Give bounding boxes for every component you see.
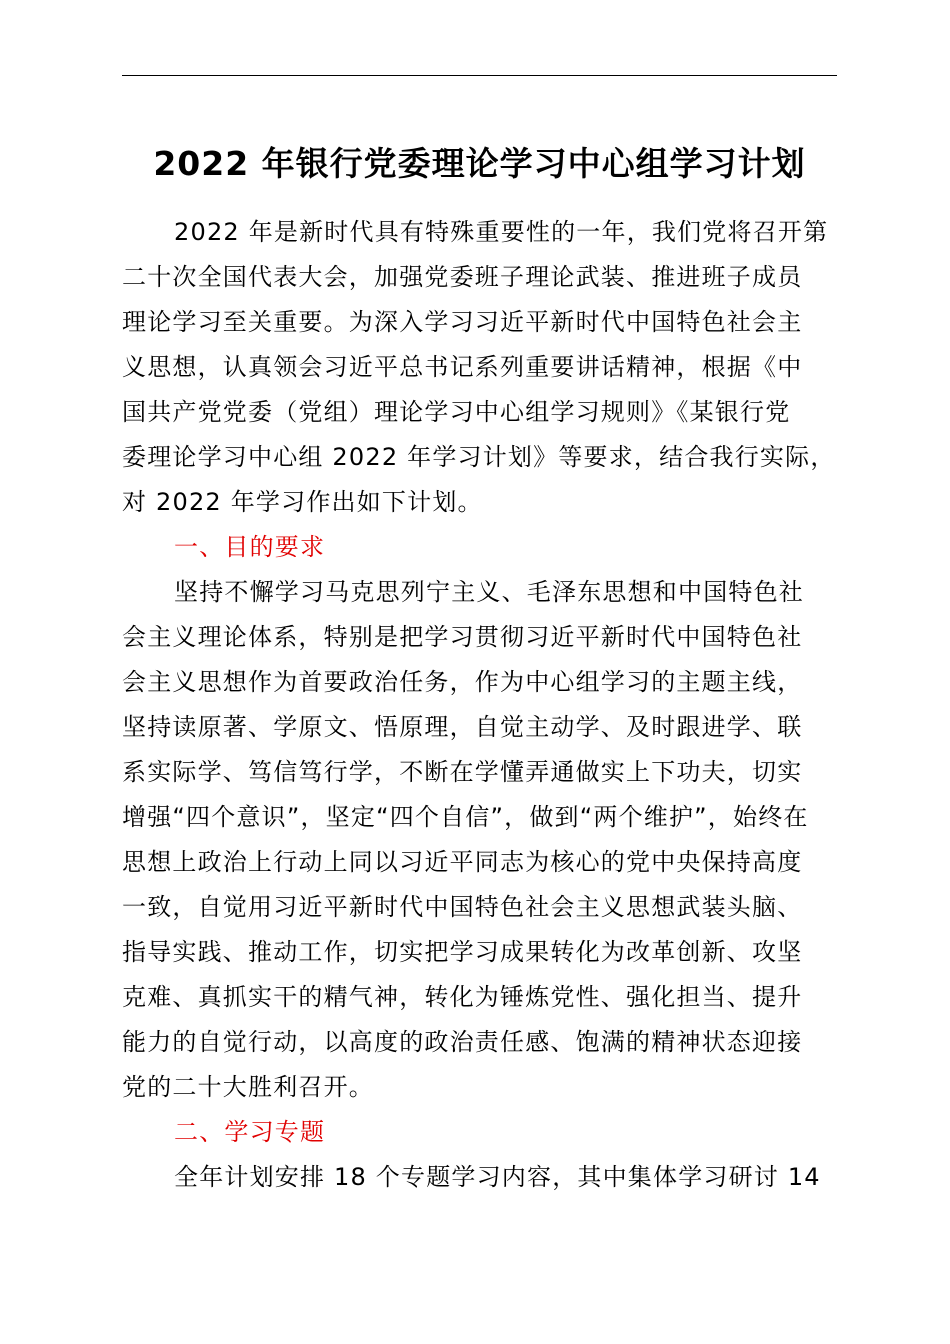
- section-heading-topics: 二、学习专题: [174, 1118, 326, 1146]
- intro-line: 委理论学习中心组 2022 年学习计划》等要求，结合我行实际，: [122, 443, 836, 471]
- document-title: 2022 年银行党委理论学习中心组学习计划: [153, 144, 806, 183]
- section1-line: 增强“四个意识”，坚定“四个自信”，做到“两个维护”，始终在: [122, 803, 809, 831]
- section1-line: 指导实践、推动工作，切实把学习成果转化为改革创新、攻坚: [122, 938, 803, 966]
- section2-line: 全年计划安排 18 个专题学习内容，其中集体学习研讨 14: [174, 1163, 821, 1191]
- section1-line: 一致，自觉用习近平新时代中国特色社会主义思想武装头脑、: [122, 893, 803, 921]
- intro-line: 2022 年是新时代具有特殊重要性的一年，我们党将召开第: [174, 218, 829, 246]
- section1-line: 会主义思想作为首要政治任务，作为中心组学习的主题主线，: [122, 668, 803, 696]
- section1-line: 党的二十大胜利召开。: [122, 1073, 374, 1101]
- section1-line: 系实际学、笃信笃行学，不断在学懂弄通做实上下功夫，切实: [122, 758, 803, 786]
- section1-line: 能力的自觉行动，以高度的政治责任感、饱满的精神状态迎接: [122, 1028, 803, 1056]
- section1-line: 思想上政治上行动上同以习近平同志为核心的党中央保持高度: [122, 848, 803, 876]
- section1-line: 克难、真抓实干的精气神，转化为锤炼党性、强化担当、提升: [122, 983, 803, 1011]
- section1-line: 坚持不懈学习马克思列宁主义、毛泽东思想和中国特色社: [174, 578, 804, 606]
- header-rule: [122, 75, 837, 76]
- section1-line: 坚持读原著、学原文、悟原理，自觉主动学、及时跟进学、联: [122, 713, 803, 741]
- intro-line: 国共产党党委（党组）理论学习中心组学习规则》《某银行党: [122, 398, 791, 426]
- intro-line: 理论学习至关重要。为深入学习习近平新时代中国特色社会主: [122, 308, 803, 336]
- intro-line: 义思想，认真领会习近平总书记系列重要讲话精神，根据《中: [122, 353, 803, 381]
- section-heading-objectives: 一、目的要求: [174, 533, 326, 561]
- intro-line: 二十次全国代表大会，加强党委班子理论武装、推进班子成员: [122, 263, 803, 291]
- intro-line: 对 2022 年学习作出如下计划。: [122, 488, 483, 516]
- section1-line: 会主义理论体系，特别是把学习贯彻习近平新时代中国特色社: [122, 623, 803, 651]
